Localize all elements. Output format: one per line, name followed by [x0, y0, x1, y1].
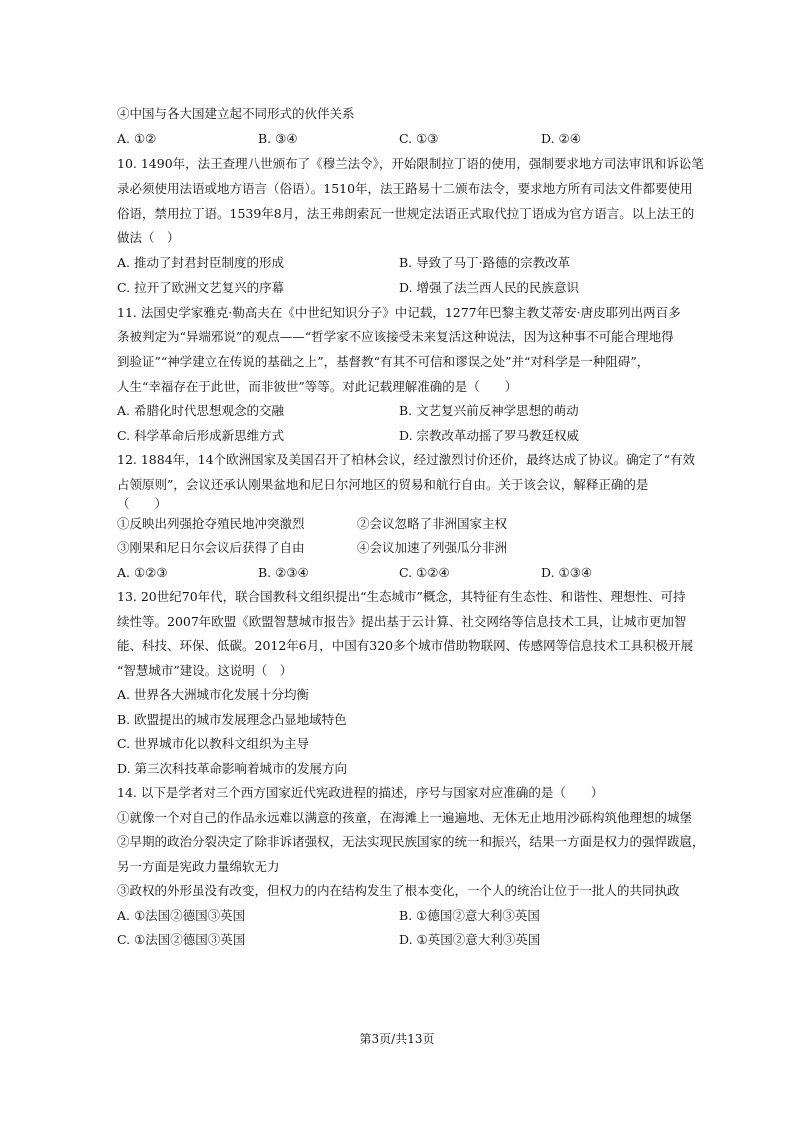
q10-option-b: B. 导致了马丁·路德的宗教改革: [399, 255, 571, 270]
q10-stem-line: 录必须使用法语或地方语言（俗语）。1510年，法王路易十二颁布法令，要求地方所有司法文件都要使用: [117, 181, 693, 196]
q12-stem-line: 占领原则”，会议还承认刚果盆地和尼日尔河地区的贸易和航行自由。关于该会议，解释正确的是: [117, 477, 649, 492]
q9-option-d: D. ②④: [541, 131, 581, 146]
q11-option-c: C. 科学革命后形成新思维方式: [117, 428, 285, 443]
q9-option-c: C. ①③: [399, 131, 439, 146]
page-number: 第3页/共13页: [359, 1032, 435, 1046]
q14-option-d: D. ①英国②意大利③英国: [399, 932, 541, 947]
q12-option-b: B. ②③④: [258, 565, 309, 580]
q14-option-a: A. ①法国②德国③英国: [117, 908, 246, 923]
q12-option-c: C. ①②④: [399, 565, 450, 580]
q11-stem-line: 11. 法国史学家雅克·勒高夫在《中世纪知识分子》中记载，1277年巴黎主教艾蒂安·唐皮耶列出两百多: [117, 305, 681, 320]
q12-option-d: D. ①③④: [541, 565, 593, 580]
q9-item-4: ④中国与各大国建立起不同形式的伙伴关系: [117, 106, 355, 121]
q10-option-c: C. 拉开了欧洲文艺复兴的序幕: [117, 280, 285, 295]
q10-stem-line: 做法（ ）: [117, 230, 180, 245]
q13-option-b: B. 欧盟提出的城市发展理念凸显地域特色: [117, 712, 347, 727]
q12-item-3: ③刚果和尼日尔会议后获得了自由: [117, 540, 305, 555]
q14-stem-line: 14. 以下是学者对三个西方国家近代宪政进程的描述，序号与国家对应准确的是（ ）: [117, 785, 604, 800]
q14-option-b: B. ①德国②意大利③英国: [399, 908, 540, 923]
q11-stem-line: 条被判定为“异端邪说”的观点——“哲学家不应该接受未来复活这种说法，因为这种事不可能合理地得: [117, 329, 674, 344]
q10-stem-line: 俗语，禁用拉丁语。1539年8月，法王弗朗索瓦一世规定法语正式取代拉丁语成为官方语言。以上法王的: [117, 206, 695, 221]
q12-item-1: ①反映出列强抢夺殖民地冲突激烈: [117, 516, 305, 531]
q13-option-d: D. 第三次科技革命影响着城市的发展方向: [117, 761, 348, 776]
q14-item-2: ②早期的政治分裂决定了除非诉诸强权，无法实现民族国家的统一和振兴，结果一方面是权力的强悍跋扈，: [117, 834, 705, 849]
q10-option-a: A. 推动了封君封臣制度的形成: [117, 255, 284, 270]
q9-option-b: B. ③④: [258, 131, 298, 146]
q10-stem-line: 10. 1490年，法王查理八世颁布了《穆兰法令》，开始限制拉丁语的使用，强制要求地方司法审讯和诉讼笔: [117, 156, 704, 171]
q11-option-b: B. 文艺复兴前反神学思想的萌动: [399, 403, 579, 418]
q13-stem-line: 续性等。2007年欧盟《欧盟智慧城市报告》提出基于云计算、社交网络等信息技术工具，让城市更加智: [117, 614, 687, 629]
q13-stem-line: 能、科技、环保、低碳。2012年6月，中国有320多个城市借助物联网、传感网等信息技术工具积极开展: [117, 638, 694, 653]
q11-option-a: A. 希腊化时代思想观念的交融: [117, 403, 284, 418]
q11-stem-line: 人生“幸福存在于此世，而非彼世”等等。对此记载理解准确的是（ ）: [117, 379, 518, 394]
q12-item-2: ②会议忽略了非洲国家主权: [357, 516, 508, 531]
q11-stem-line: 到验证”“神学建立在传说的基础之上”，基督教“有其不可信和谬误之处”并“对科学是一种阻碍”，: [117, 354, 650, 369]
q14-item-2-cont: 另一方面是宪政力量绵软无力: [117, 859, 280, 874]
q12-stem-line: （ ）: [117, 496, 168, 511]
q14-item-3: ③政权的外形虽没有改变，但权力的内在结构发生了根本变化，一个人的统治让位于一批人的共同执政: [117, 883, 680, 898]
q13-option-c: C. 世界城市化以教科文组织为主导: [117, 736, 310, 751]
q12-option-a: A. ①②③: [117, 565, 168, 580]
q12-stem-line: 12. 1884年，14个欧洲国家及美国召开了柏林会议，经过激烈讨价还价，最终达成了协议。确定了“有效: [117, 452, 695, 467]
q14-option-c: C. ①法国②德国③英国: [117, 932, 246, 947]
q13-stem-line: “智慧城市”建设。这说明（ ）: [117, 663, 293, 678]
q10-option-d: D. 增强了法兰西人民的民族意识: [399, 280, 580, 295]
q9-option-a: A. ①②: [117, 131, 157, 146]
q13-stem-line: 13. 20世纪70年代，联合国教科文组织提出“生态城市”概念，其特征有生态性、和谐性、理想性、可持: [117, 589, 686, 604]
q12-item-4: ④会议加速了列强瓜分非洲: [357, 540, 508, 555]
q11-option-d: D. 宗教改革动摇了罗马教廷权威: [399, 428, 580, 443]
q14-item-1: ①就像一个对自己的作品永远难以满意的孩童，在海滩上一遍遍地、无休无止地用沙砾构筑他理想的城堡: [117, 810, 693, 825]
q13-option-a: A. 世界各大洲城市化发展十分均衡: [117, 687, 309, 702]
